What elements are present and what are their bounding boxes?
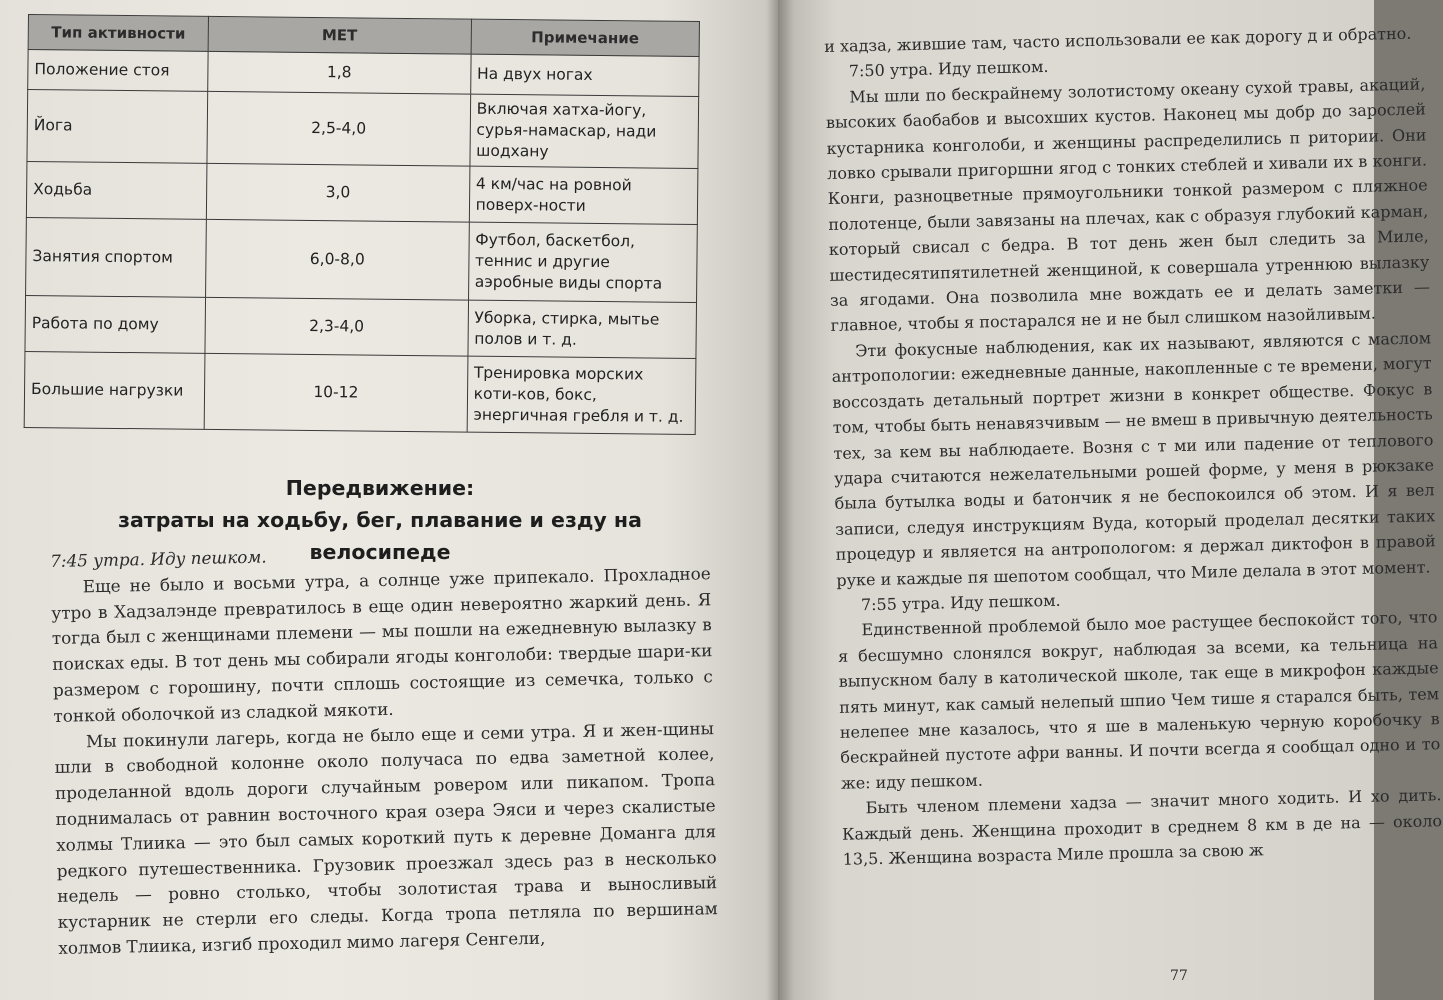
time-label: 7:45 утра. Иду пешком. (50, 546, 267, 571)
time-label: 7:55 утра. Иду пешком. (860, 590, 1061, 615)
note-cell: На двух ногах (470, 54, 699, 96)
paragraph: Мы шли по бескрайнему золотистому океану сухой травы, акаций, высоких баобабов и высохших кустов. Наконец мы добр до зарослей кустарника конголоби, и женщины распределились п ритории. Они ловко срывали пригоршни ягод с тонких стеблей и хивали их в конги. Конги, разноцветные прямоугольники тонкой размером с пляжное полотенце, были завязаны на плечах, как с образуя глубокий карман, который свисал с бедра. В тот день жен был следить за Миле, шестидесятипятилетней женщиной, к совершала утреннюю вылазку за ягодами. Она позволила мне вождать ее и делать заметки — главное, чтобы я постарался не и не был слишком назойливым. (825, 74, 1431, 336)
activity-cell: Занятия спортом (26, 217, 207, 297)
met-cell: 6,0-8,0 (206, 219, 469, 300)
note-cell: Футбол, баскетбол, теннис и другие аэробные виды спорта (468, 222, 697, 302)
paragraph-continuation: и хадза, жившие там, часто использовали ее как дорогу д и обратно. (824, 23, 1412, 56)
met-cell: 2,5-4,0 (207, 91, 470, 166)
note-cell: 4 км/час на ровной поверх-ности (469, 166, 698, 224)
table-row (27, 90, 699, 169)
page-number: 77 (1170, 968, 1188, 984)
section-title-line1: Передвижение: (285, 476, 475, 500)
note-cell: Тренировка морских коти-ков, бокс, энергичная гребля и т. д. (467, 356, 696, 434)
paragraph: Быть членом племени хадза — значит много ходить. И хо дить. Каждый день. Женщина проходит в среднем 8 км в де на — около 13,5. Женщина возраста Миле прошла за свою ж (841, 785, 1443, 869)
met-cell: 2,3-4,0 (205, 297, 468, 356)
paragraph: Мы покинули лагерь, когда не было еще и семи утра. Я и жен-щины шли в свободной колонне около получаса по едва заметной колее, проделанной вдоль дороги случайным ровером или пикапом. Тропа поднималась от равнин восточного края озера Эяси и через скалистые холмы Тлиика — это был самых короткий путь к деревне Доманга для редкого путешественника. Грузовик проезжал здесь раз в несколько недель — ровно столько, чтобы золотистая трава и выносливый кустарник не стерли его следы. Когда тропа петляла по вершинам холмов Тлиика, изгиб проходил мимо лагеря Сенгели, (54, 717, 718, 958)
header-note: Примечание (471, 19, 700, 56)
met-activity-table (24, 14, 700, 435)
header-activity-type: Тип активности (28, 15, 208, 52)
table-row (26, 217, 698, 302)
section-title-line2: затраты на ходьбу, бег, плавание и езду на велосипеде (118, 508, 642, 564)
paragraph: Еще не было и восьми утра, а солнце уже припекало. Прохладное утро в Хадзалэнде превратилось в еще один невероятно жаркий день. Я тогда был с женщинами племени — мы пошли на ежедневную вылазку в поисках еды. В тот день мы собирали ягоды конголоби: твердые шари-ки размером с горошину, почти сплошь состоящие из семечка, только с тонкой оболочкой из сладкой мякоти. (51, 562, 714, 726)
table-row (28, 50, 699, 97)
header-met: МЕТ (208, 16, 471, 54)
activity-cell: Положение стоя (28, 50, 208, 92)
activity-cell: Работа по дому (25, 295, 206, 353)
met-cell: 10-12 (204, 353, 467, 432)
activity-cell: Большие нагрузки (24, 351, 205, 429)
met-cell: 3,0 (206, 163, 469, 222)
page-gutter (766, 0, 794, 1000)
activity-cell: Йога (27, 90, 208, 164)
met-cell: 1,8 (208, 51, 471, 94)
left-body-text (50, 535, 718, 961)
paragraph: Эти фокусные наблюдения, как их называют, являются с маслом антропологии: ежедневные данные, накопленные с те времени, могут воссоздать детальный портрет жизни в конкрет обществе. Фокус в том, чтобы быть ненавязчивым — не вмеш в привычную деятельность тех, за кем вы наблюдаете. Возня с т ми или падение от теплового удара считаются нежелательными рошей форме, у меня в рюкзаке была бутылка воды и батончик я не беспокоился об этом. И я вел записи, следуя инструкциям Вуда, который проделал десятки таких процедур и является на антропологом: я держал диктофон в правой руке и каждые пя шепотом сообщал, что Миле делала в этот момент. (831, 328, 1436, 590)
note-cell: Включая хатха-йогу, сурья-намаскар, нади шодхану (470, 94, 699, 168)
activity-cell: Ходьба (26, 161, 207, 219)
time-label: 7:50 утра. Иду пешком. (848, 57, 1049, 81)
right-body-text (824, 20, 1443, 872)
table-row (24, 351, 696, 434)
table-row (26, 161, 698, 224)
table-row (25, 295, 697, 358)
paragraph: Единственной проблемой было мое растущее беспокойст того, что я бесшумно слонялся вокруг, наблюдая за всеми, ка тельница на выпускном балу в католической школе, так еще в микрофон каждые пять минут, как самый нелепый шпио Чем тише я старался быть, тем нелепее мне казалось, что я ше в маленькую черную коробочку в бескрайней пустоте афри ванны. И почти всегда я сообщал одно и то же: иду пешком. (837, 607, 1441, 793)
note-cell: Уборка, стирка, мытье полов и т. д. (468, 300, 697, 358)
